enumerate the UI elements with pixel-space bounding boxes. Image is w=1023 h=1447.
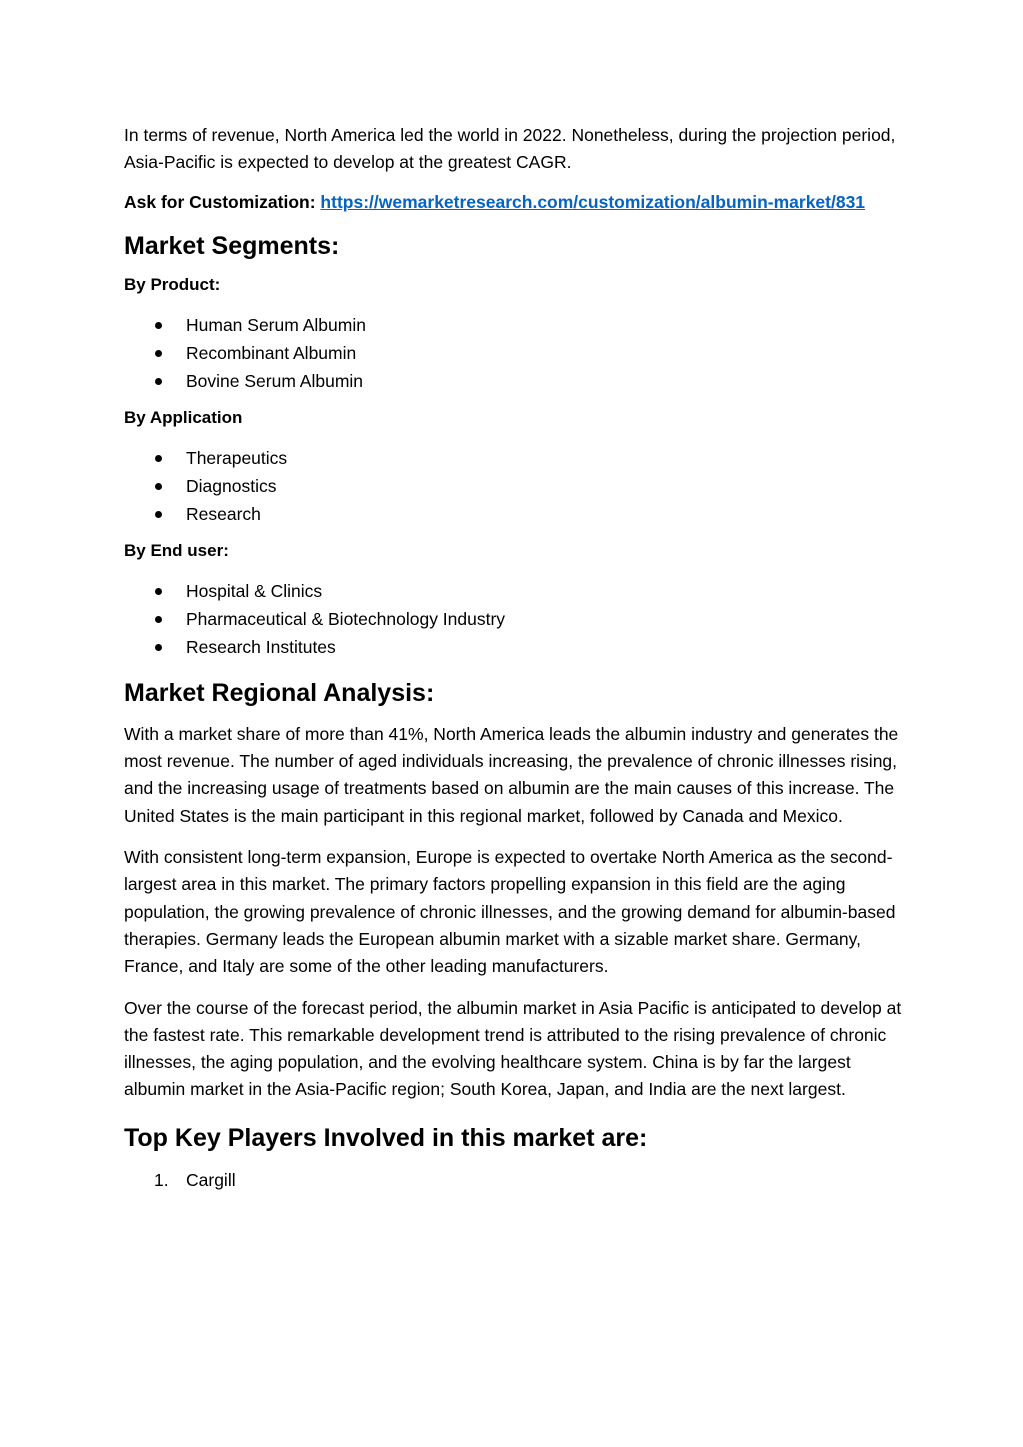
list-item: Human Serum Albumin <box>124 311 904 339</box>
list-item: Diagnostics <box>124 472 904 500</box>
list-item: Bovine Serum Albumin <box>124 367 904 395</box>
key-players-heading: Top Key Players Involved in this market are: <box>124 1123 648 1152</box>
list-item: Pharmaceutical & Biotechnology Industry <box>124 605 904 633</box>
list-number: 1. <box>154 1169 169 1190</box>
key-players-list <box>124 1166 904 1194</box>
regional-paragraph-north-america: With a market share of more than 41%, North America leads the albumin industry and generates the most revenue. The number of aged individuals increasing, the prevalence of chronic illnesses rising, and the increasing usage of treatments based on albumin are the main causes of this increase. The United States is the main participant in this regional market, followed by Canada and Mexico. <box>124 723 899 826</box>
customization-line <box>124 189 904 216</box>
customization-label: Ask for Customization: <box>124 191 316 212</box>
regional-paragraph-europe: With consistent long-term expansion, Europe is expected to overtake North America as the second-largest area in this market. The primary factors propelling expansion in this field are the aging population, the growing prevalence of chronic illnesses, and the growing demand for albumin-based therapies. Germany leads the European albumin market with a sizable market share. Germany, France, and Italy are some of the other leading manufacturers. <box>124 847 896 977</box>
customization-link[interactable]: https://wemarketresearch.com/customization/albumin-market/831 <box>320 191 866 212</box>
by-product-heading: By Product: <box>124 274 221 294</box>
market-segments-heading: Market Segments: <box>124 231 340 260</box>
list-item: Hospital & Clinics <box>124 577 904 605</box>
list-item: Recombinant Albumin <box>124 339 904 367</box>
by-product-list <box>124 311 904 395</box>
list-item: Research <box>124 500 904 528</box>
player-name: Cargill <box>186 1169 236 1190</box>
document-page <box>124 122 904 1206</box>
list-item: Therapeutics <box>124 444 904 472</box>
list-item: Research Institutes <box>124 633 904 661</box>
by-end-user-list <box>124 577 904 661</box>
regional-analysis-heading: Market Regional Analysis: <box>124 678 435 707</box>
intro-paragraph: In terms of revenue, North America led the world in 2022. Nonetheless, during the projection period, Asia-Pacific is expected to develop at the greatest CAGR. <box>124 125 896 173</box>
by-application-heading: By Application <box>124 407 243 427</box>
by-application-list <box>124 444 904 528</box>
list-item <box>124 1166 904 1194</box>
regional-paragraph-asia-pacific: Over the course of the forecast period, the albumin market in Asia Pacific is anticipated to develop at the fastest rate. This remarkable development trend is attributed to the rising prevalence of chronic illnesses, the aging population, and the evolving healthcare system. China is by far the largest albumin market in the Asia-Pacific region; South Korea, Japan, and India are the next largest. <box>124 997 902 1100</box>
by-end-user-heading: By End user: <box>124 540 229 560</box>
